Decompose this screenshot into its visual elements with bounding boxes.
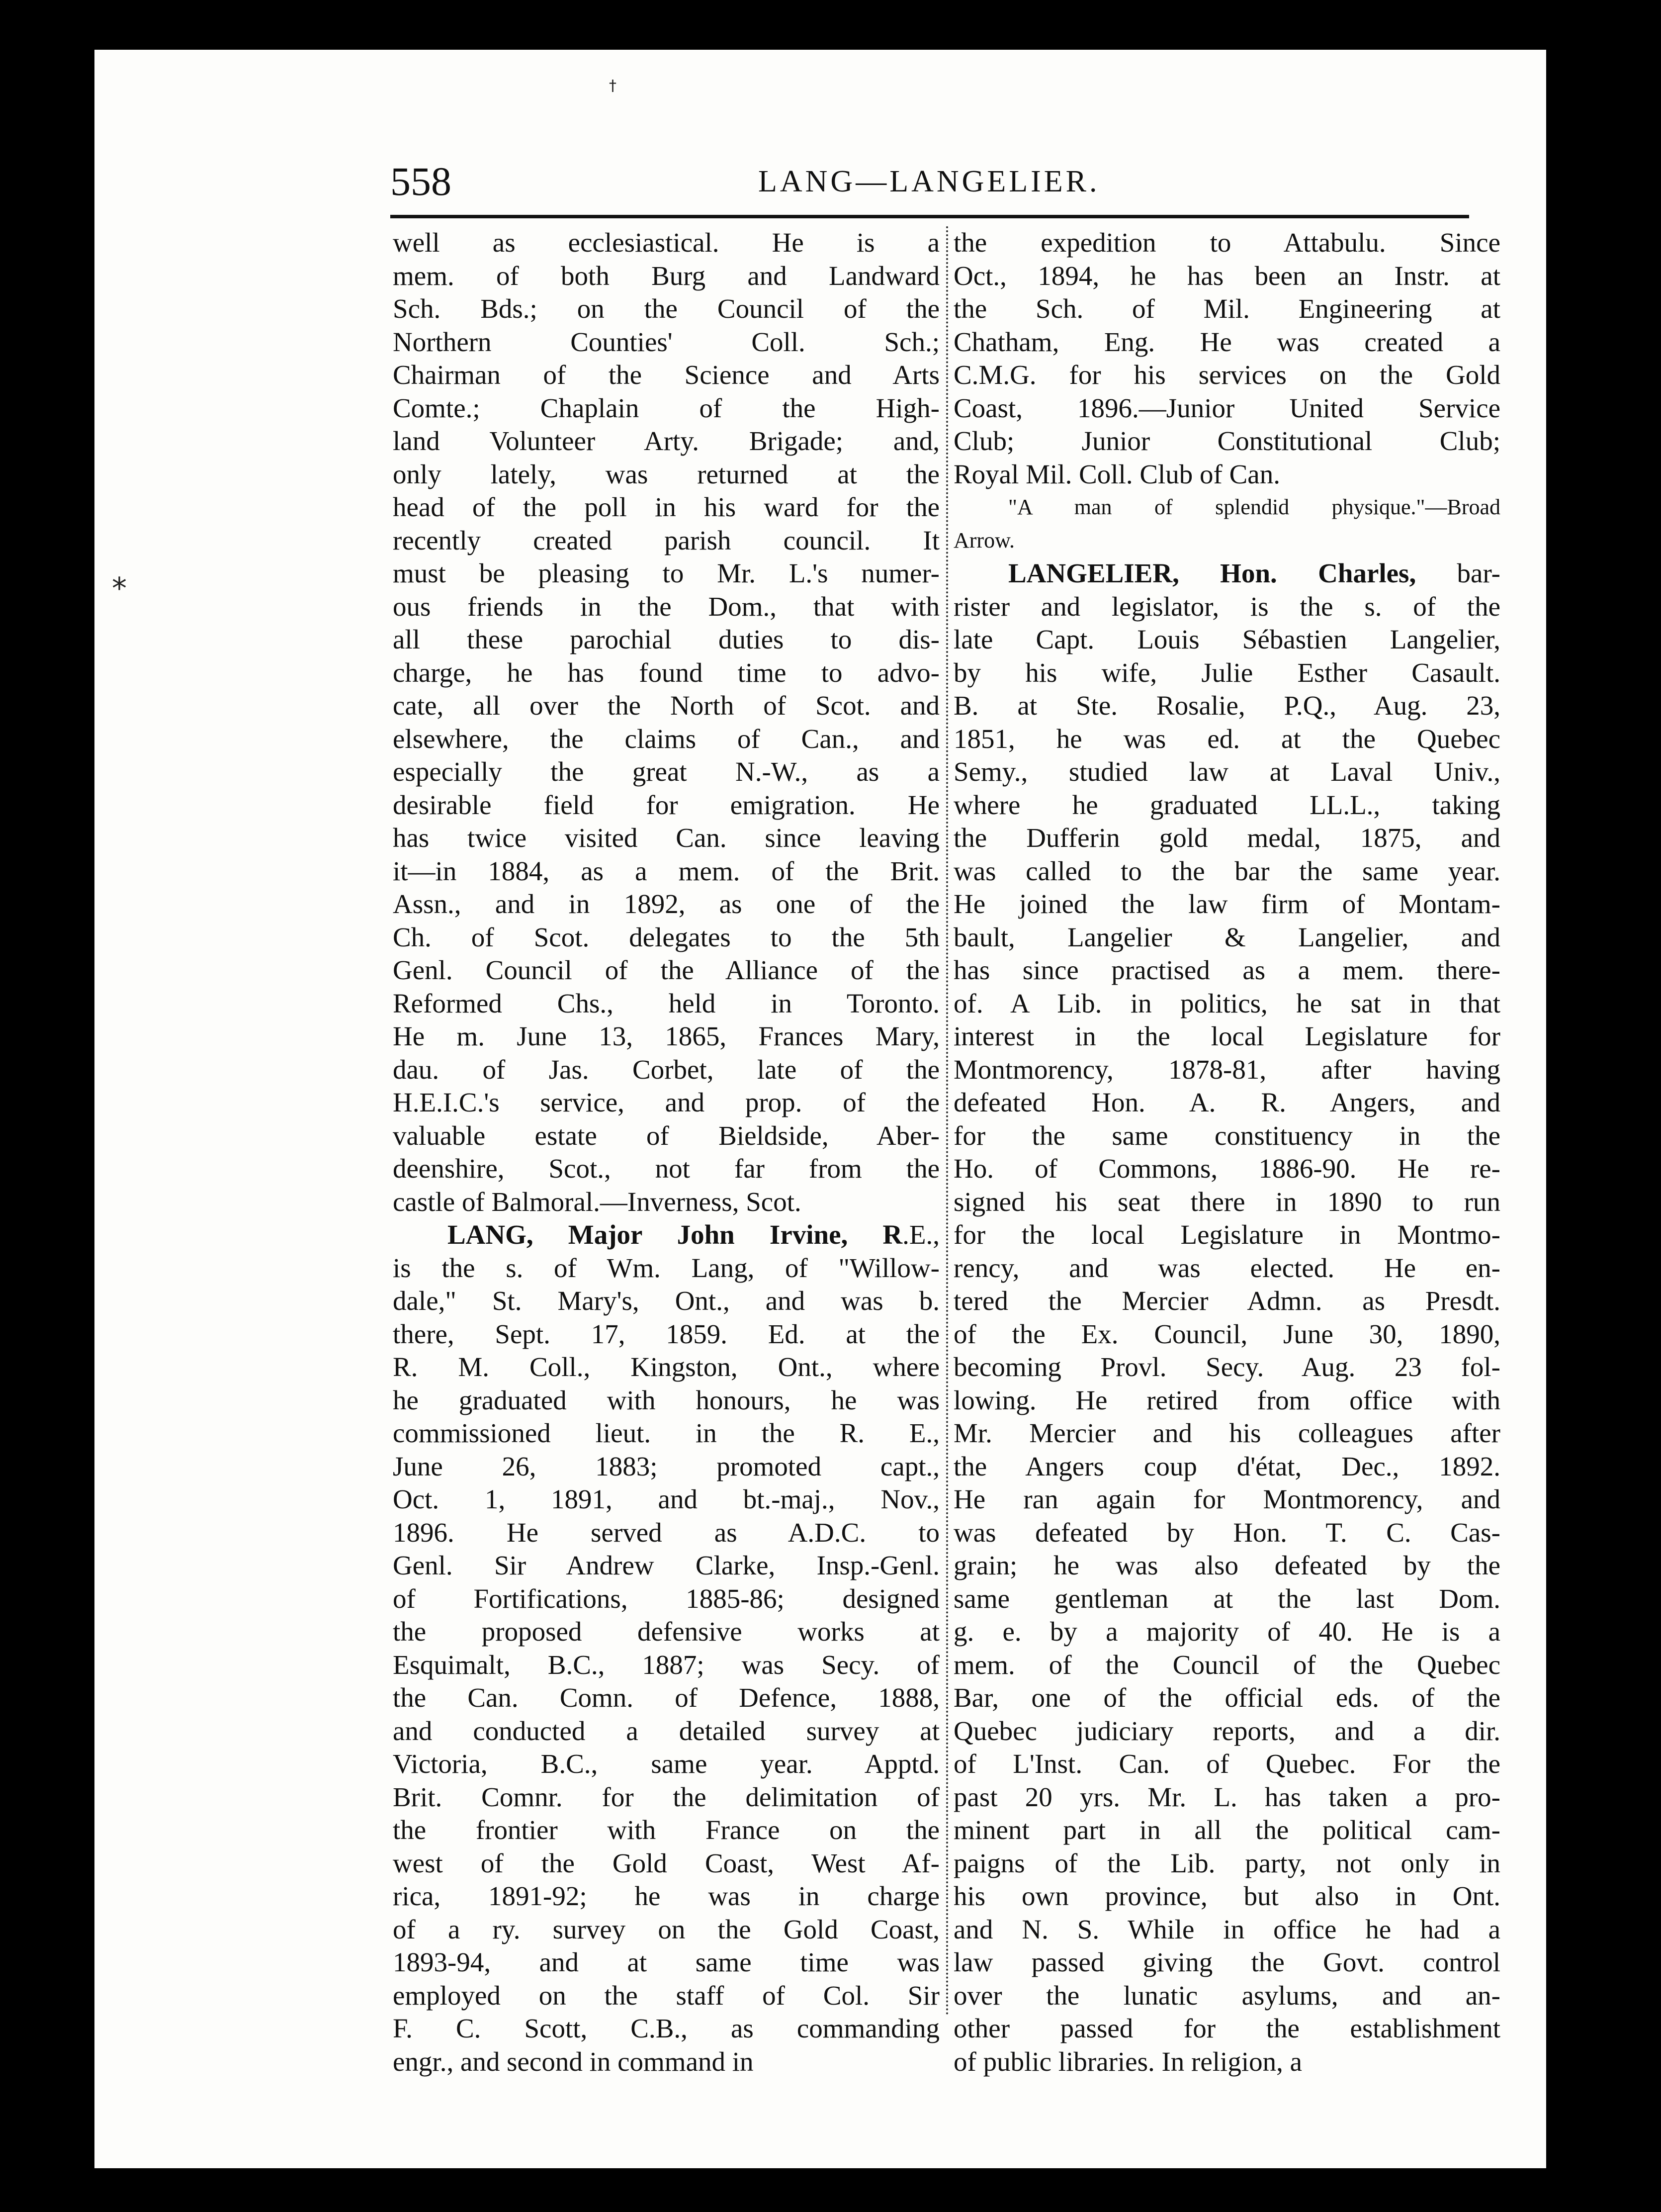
text-line: the proposed defensive works at [393, 1616, 940, 1647]
text-line: has twice visited Can. since leaving [393, 823, 940, 853]
text-line: and N. S. While in office he had a [954, 1914, 1500, 1944]
text-line: dale," St. Mary's, Ont., and was b. [393, 1286, 940, 1316]
text-line: Club; Junior Constitutional Club; [954, 426, 1500, 456]
text-line: interest in the local Legislature for [954, 1021, 1500, 1051]
text-line: of. A Lib. in politics, he sat in that [954, 988, 1500, 1018]
text-line: the Can. Comn. of Defence, 1888, [393, 1682, 940, 1713]
text-line: Sch. Bds.; on the Council of the [393, 293, 940, 324]
text-line: Royal Mil. Coll. Club of Can. [954, 459, 1280, 489]
text-line: grain; he was also defeated by the [954, 1550, 1500, 1580]
text-line: over the lunatic asylums, and an- [954, 1980, 1500, 2011]
page-number: 558 [390, 159, 451, 204]
column-divider [946, 226, 948, 2017]
text-line: by his wife, Julie Esther Casault. [954, 657, 1500, 688]
text-line: June 26, 1883; promoted capt., [393, 1451, 940, 1481]
text-line: Coast, 1896.—Junior United Service [954, 392, 1500, 423]
right-column [954, 226, 1500, 2078]
text-line: engr., and second in command in [393, 2046, 754, 2077]
running-head: LANG—LANGELIER. [758, 165, 1100, 198]
text-line: 1896. He served as A.D.C. to [393, 1517, 940, 1548]
text-line: and conducted a detailed survey at [393, 1715, 940, 1746]
text-line: his own province, but also in Ont. [954, 1881, 1500, 1911]
text-line: Oct. 1, 1891, and bt.-maj., Nov., [393, 1484, 940, 1514]
text-line: of Fortifications, 1885-86; designed [393, 1583, 940, 1614]
text-line: Esquimalt, B.C., 1887; was Secy. of [393, 1649, 940, 1680]
text-line: well as ecclesiastical. He is a [393, 227, 940, 258]
text-line: all these parochial duties to dis- [393, 624, 940, 654]
entry-heading: LANG, Major John Irvine, R [447, 1219, 903, 1250]
page-header [390, 158, 1265, 203]
text-line: where he graduated LL.L., taking [954, 789, 1500, 820]
text-line: commissioned lieut. in the R. E., [393, 1418, 940, 1448]
text-line: the frontier with France on the [393, 1815, 940, 1845]
text-line: He joined the law firm of Montam- [954, 889, 1500, 919]
text-line: rica, 1891-92; he was in charge [393, 1881, 940, 1911]
text-line: dau. of Jas. Corbet, late of the [393, 1054, 940, 1085]
text-line: 1851, he was ed. at the Quebec [954, 723, 1500, 754]
text-line: Ho. of Commons, 1886-90. He re- [954, 1153, 1500, 1184]
text-line: elsewhere, the claims of Can., and [393, 723, 940, 754]
text-line: it—in 1884, as a mem. of the Brit. [393, 855, 940, 886]
text-line: defeated Hon. A. R. Angers, and [954, 1087, 1500, 1117]
entry-heading: LANGELIER, Hon. Charles, [1008, 558, 1457, 588]
text-line: must be pleasing to Mr. L.'s numer- [393, 558, 940, 588]
text-line: g. e. by a majority of 40. He is a [954, 1616, 1500, 1647]
text-line: especially the great N.-W., as a [393, 756, 940, 787]
text-line: Victoria, B.C., same year. Apptd. [393, 1749, 940, 1779]
margin-mark: † [609, 77, 616, 94]
text-line: other passed for the establishment [954, 2013, 1500, 2043]
text-line: he graduated with honours, he was [393, 1384, 940, 1415]
text-line: for the local Legislature in Montmo- [954, 1219, 1500, 1250]
text-line: Quebec judiciary reports, and a dir. [954, 1715, 1500, 1746]
text-line: there, Sept. 17, 1859. Ed. at the [393, 1318, 940, 1349]
text-line: C.M.G. for his services on the Gold [954, 360, 1500, 390]
text-line: ous friends in the Dom., that with [393, 591, 940, 622]
text-line: of a ry. survey on the Gold Coast, [393, 1914, 940, 1944]
text-line: deenshire, Scot., not far from the [393, 1153, 940, 1184]
text-line: of the Ex. Council, June 30, 1890, [954, 1318, 1500, 1349]
text-line: late Capt. Louis Sébastien Langelier, [954, 624, 1500, 654]
text-line: Chairman of the Science and Arts [393, 360, 940, 390]
text-line: castle of Balmoral.—Inverness, Scot. [393, 1186, 801, 1217]
text-line: Semy., studied law at Laval Univ., [954, 756, 1500, 787]
text-line: Oct., 1894, he has been an Instr. at [954, 260, 1500, 291]
text-line: valuable estate of Bieldside, Aber- [393, 1120, 940, 1151]
text-line: 1893-94, and at same time was [393, 1947, 940, 1977]
text-line: has since practised as a mem. there- [954, 955, 1500, 985]
text-line: cate, all over the North of Scot. and [393, 690, 940, 721]
text-line: is the s. of Wm. Lang, of "Willow- [393, 1252, 940, 1283]
text-line: same gentleman at the last Dom. [954, 1583, 1500, 1614]
page-edge-shadow [1547, 0, 1661, 2212]
text-line: Northern Counties' Coll. Sch.; [393, 326, 940, 357]
text-line: lowing. He retired from office with [954, 1384, 1500, 1415]
text-line: rency, and was elected. He en- [954, 1252, 1500, 1283]
text-line: the expedition to Attabulu. Since [954, 227, 1500, 258]
text-line: Genl. Council of the Alliance of the [393, 955, 940, 985]
text-line: charge, he has found time to advo- [393, 657, 940, 688]
text-line: bault, Langelier & Langelier, and [954, 922, 1500, 952]
text-line: mem. of both Burg and Landward [393, 260, 940, 291]
text-line: Chatham, Eng. He was created a [954, 326, 1500, 357]
text-line: He ran again for Montmorency, and [954, 1484, 1500, 1514]
text-line: past 20 yrs. Mr. L. has taken a pro- [954, 1781, 1500, 1812]
text-line: "A man of splendid physique."—Broad [1008, 495, 1500, 519]
margin-mark: ⁎ [112, 562, 127, 597]
text-line: becoming Provl. Secy. Aug. 23 fol- [954, 1352, 1500, 1382]
text-line: Brit. Comnr. for the delimitation of [393, 1781, 940, 1812]
text-line: He m. June 13, 1865, Frances Mary, [393, 1021, 940, 1051]
text-line: Reformed Chs., held in Toronto. [393, 988, 940, 1018]
text-line: for the same constituency in the [954, 1120, 1500, 1151]
text-line: signed his seat there in 1890 to run [954, 1186, 1500, 1217]
text-line: west of the Gold Coast, West Af- [393, 1847, 940, 1878]
text-line: LANG, Major John Irvine, R.E., [447, 1219, 940, 1250]
text-line: the Sch. of Mil. Engineering at [954, 293, 1500, 324]
text-line: minent part in all the political cam- [954, 1815, 1500, 1845]
text-line: of L'Inst. Can. of Quebec. For the [954, 1749, 1500, 1779]
text-line: the Dufferin gold medal, 1875, and [954, 823, 1500, 853]
text-line: paigns of the Lib. party, not only in [954, 1847, 1500, 1878]
text-line: the Angers coup d'état, Dec., 1892. [954, 1451, 1500, 1481]
text-line: of public libraries. In religion, a [954, 2046, 1303, 2077]
header-rule [390, 215, 1469, 218]
text-line: was called to the bar the same year. [954, 855, 1500, 886]
text-line: Genl. Sir Andrew Clarke, Insp.-Genl. [393, 1550, 940, 1580]
text-line: mem. of the Council of the Quebec [954, 1649, 1500, 1680]
text-line: tered the Mercier Admn. as Presdt. [954, 1286, 1500, 1316]
text-line: only lately, was returned at the [393, 459, 940, 489]
text-line: F. C. Scott, C.B., as commanding [393, 2013, 940, 2043]
text-line: employed on the staff of Col. Sir [393, 1980, 940, 2011]
text-line: Bar, one of the official eds. of the [954, 1682, 1500, 1713]
text-line: Montmorency, 1878-81, after having [954, 1054, 1500, 1085]
text-line: Arrow. [954, 528, 1015, 553]
text-line: Comte.; Chaplain of the High- [393, 392, 940, 423]
text-line: desirable field for emigration. He [393, 789, 940, 820]
text-line: land Volunteer Arty. Brigade; and, [393, 426, 940, 456]
text-line: recently created parish council. It [393, 525, 940, 555]
text-line: R. M. Coll., Kingston, Ont., where [393, 1352, 940, 1382]
text-line: was defeated by Hon. T. C. Cas- [954, 1517, 1500, 1548]
text-line: Mr. Mercier and his colleagues after [954, 1418, 1500, 1448]
text-line: head of the poll in his ward for the [393, 492, 940, 522]
text-line: LANGELIER, Hon. Charles, bar- [1008, 558, 1500, 588]
text-line: Assn., and in 1892, as one of the [393, 889, 940, 919]
text-line: rister and legislator, is the s. of the [954, 591, 1500, 622]
text-line: law passed giving the Govt. control [954, 1947, 1500, 1977]
text-line: B. at Ste. Rosalie, P.Q., Aug. 23, [954, 690, 1500, 721]
text-line: H.E.I.C.'s service, and prop. of the [393, 1087, 940, 1117]
text-line: Ch. of Scot. delegates to the 5th [393, 922, 940, 952]
left-column [393, 226, 940, 2078]
